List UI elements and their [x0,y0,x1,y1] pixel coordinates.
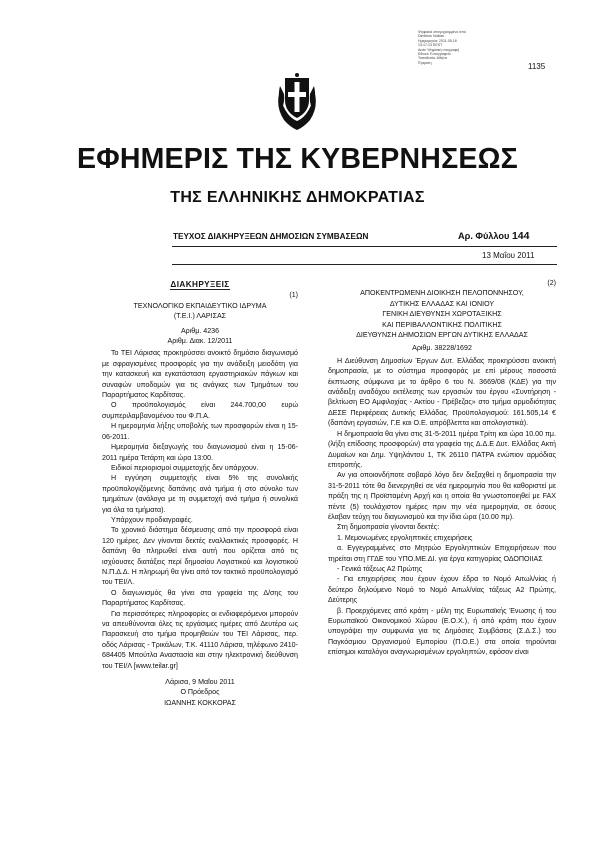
notice-paragraph: - Για επιχειρήσεις που έχουν έχουν έδρα το Νομό Αιτωλ/νίας ή δεύτερο δηλούμενο Νομό το Νομό Αιτωλ/νίας τάξεως Α2 Πρώτης, Δεύτερης [328,575,556,605]
reference-number: Αριθμ. 38228/1692 [412,344,472,353]
notice-paragraph: Για περισσότερες πληροφορίες οι ενδιαφερόμενοι μπορούν να απευθύνονται όλες τις εργάσιμες ημέρες από Δευτέρα ως Παρασκευή στο τμήμα προμηθειών του ΤΕΙ Λάρισας, περ. οδός Λάρισας - Τρικάλων, Τ.Κ. 41110 Λάρισα, τηλέφωνο 2410-684405 Μπούτλα Αναστασία και στην ηλεκτρονική διεύθυνση του ΤΕΙ/Λ [www.teilar.gr] [102,609,298,670]
notice-paragraph: Αν για οποιονδήποτε σοβαρό λόγο δεν διεξαχθεί η δημοπρασία την 31-5-2011 τότε θα διενεργηθεί σε νέα ημερομηνία που θα καθοριστεί με πράξη της η Προϊσταμένη Αρχή και η οποία θα γνωστοποιηθεί με FAX πέντε (5) τουλάχιστον ημέρες πριν την νέα ημερομηνία, σε όσους έλαβαν τεύχη του διαγωνισμού και την ίδια ώρα (10.00 πμ). [328,471,556,521]
section-heading: ΔΙΑΚΗΡΥΞΕΙΣ [170,280,230,289]
notice-paragraph: Ο διαγωνισμός θα γίνει στα γραφεία της Δ/σης του Παραρτήματος Καρδίτσας. [102,588,298,608]
notice-paragraph: α. Εγγεγραμμένες στο Μητρώο Εργοληπτικών Επιχειρήσεων που τηρείται στη ΓΓΔΕ του ΥΠΟ.ΜΕ.ΔΙ. για έργα κατηγορίας ΟΔΟΠΟΙΙΑΣ [328,544,556,563]
notice-paragraph: 1. Μεμονωμένες εργοληπτικές επιχειρήσεις [337,533,473,542]
issue-date: 13 Μαΐου 2011 [482,251,535,260]
reference-number: Αριθμ. 4236 [180,326,220,335]
issuer-name: ΔΙΕΥΘΥΝΣΗ ΔΗΜΟΣΙΩΝ ΕΡΓΩΝ ΔΥΤΙΚΗΣ ΕΛΛΑΔΑΣ [356,331,528,340]
gazette-subtitle: ΤΗΣ ΕΛΛΗΝΙΚΗΣ ΔΗΜΟΚΡΑΤΙΑΣ [170,189,425,206]
greek-coat-of-arms-icon [276,72,318,132]
issuer-name: ΑΠΟΚΕΝΤΡΩΜΕΝΗ ΔΙΟΙΚΗΣΗ ΠΕΛΟΠΟΝΝΗΣΟΥ, [360,289,524,298]
notice-paragraph: Το χρονικό διάστημα δέσμευσης από την προσφορά είναι 120 ημέρες. Δεν γίνονται δεκτές εναλλακτικές προσφορές. Η δαπάνη θα πληρωθεί είναι αυτή που ορίζεται από τις ισχύουσες διατάξεις περί δημοσίου Λογιστικού και λογιστικού Ν.Π.Δ.Δ. Η πληρωμή θα γίνει από τον τακτικό προϋπολογισμό του ΤΕΙ/Λ. [102,526,298,587]
notice-paragraph: Η δημοπρασία θα γίνει στις 31-5-2011 ημέρα Τρίτη και ώρα 10.00 πμ. (λήξη επίδοσης προσφορών) στα γραφεία της Δ.Δ.Ε Δυτ. Ελλάδας Ακτή Δυμαίων και Δημ. Υψηλάντου 1, ΤΚ 26110 ΠΑΤΡΑ ενώπιον αρμόδιας επιτροπής. [328,429,556,469]
notice-paragraph: Η εγγύηση συμμετοχής είναι 5% της συνολικής προϋπολογιζόμενης δαπάνης ανά τμήμα ή στο σύνολο των τμημάτων (ανάλογα με τη συμμετοχή ανά τμήμα ή συνολικά για όλα τα τμήματα). [102,474,298,514]
notice-paragraph: - Γενικά τάξεως Α2 Πρώτης [337,564,423,573]
signer-title: Ο Πρόεδρος [180,688,220,697]
issuer-name: ΓΕΝΙΚΗ ΔΙΕΥΘΥΝΣΗ ΧΩΡΟΤΑΞΙΚΗΣ [382,310,502,319]
notice-marker: (1) [289,291,298,300]
issuer-name: ΔΥΤΙΚΗΣ ΕΛΛΑΔΑΣ ΚΑΙ ΙΟΝΙΟΥ [389,299,495,308]
stamp-line: Αιτία: Ψηφιακή υπογραφή [418,47,460,52]
notice-paragraph: Υπάρχουν προδιαγραφές. [111,515,193,524]
notice-marker: (2) [547,279,556,287]
stamp-line: Εθνικό Τυπογραφείο [418,52,451,57]
digital-signature-stamp [418,30,498,65]
divider [172,264,557,265]
right-column [328,278,556,658]
stamp-line: Dimitrios Noikas [418,34,444,39]
notice-paragraph: Η Διεύθυνση Δημοσίων Έργων Δυτ. Ελλάδας προκηρύσσει ανοικτή δημοπρασία, με το σύστημα προσφοράς με επί μέρους ποσοστά έκπτωσης σύμφωνα με το άρθρο 6 του Ν. 3669/08 (ΚΔΕ) για την ανάδειξη αναδόχου εκτέλεσης των εργασιών του έργου «Συντήρηση - βελτίωση ΕΟ Αμφιλοχίας - Ακτίου - Πρέβεζας» στο τμήμα αρμοδιότητας ΔΕΣΕ Περιφέρειας Δυτικής Ελλάδας. Προϋπολογισμού: 161.505,14 € (δαπάνη εργασιών, Γ.Ε και Ο.Ε. απρόβλεπτα και απολογιστικά). [328,356,556,428]
sheet-number [458,230,529,242]
notice-paragraph: β. Προερχόμενες από κράτη - μέλη της Ευρωπαϊκής Ένωσης ή του Ευρωπαϊκού Οικονομικού Χώρου (Ε.Ο.Χ.), ή από κράτη που έχουν υπογράψει την συμφωνία για τις Δημόσιες Συμβάσεις (Σ.Δ.Σ.) του Παγκόσμιου Οργανισμού Εμπορίου (Π.Ο.Ε.) στα οποία τηρούνται επίσημοι καταλόγοι αναγνωρισμένων εργοληπτών, εφόσον είναι [328,606,556,657]
signer-name: ΙΩΑΝΝΗΣ ΚΟΚΚΟΡΑΣ [164,698,236,707]
sheet-number-value: 144 [511,230,530,242]
notice-paragraph: Ειδικοί περιορισμοί συμμετοχής δεν υπάρχουν. [111,463,259,472]
notice-paragraph: Ημερομηνία διεξαγωγής του διαγωνισμού είναι η 15-06-2011 ημέρα Τετάρτη και ώρα 13:00. [102,443,298,462]
stamp-line: Ψηφιακά υπογεγραμμένο από [418,30,466,34]
page-number: 1135 [528,62,546,71]
reference-number: Αριθμ. Διακ. 12/2011 [167,337,233,346]
divider [172,246,557,247]
issuer-name: ΚΑΙ ΠΕΡΙΒΑΛΛΟΝΤΙΚΗΣ ΠΟΛΙΤΙΚΗΣ [382,320,502,329]
issuer-name: ΤΕΧΝΟΛΟΓΙΚΟ ΕΚΠΑΙΔΕΥΤΙΚΟ ΙΔΡΥΜΑ [133,301,267,310]
issuer-name: (Τ.Ε.Ι.) ΛΑΡΙΣΑΣ [173,312,227,321]
stamp-line: 13:17:13 EEST [418,43,443,48]
notice-paragraph: Ο προϋπολογισμός είναι 244.700,00 ευρώ συμπεριλαμβανομένου του Φ.Π.Α. [102,401,298,420]
stamp-line: Ημερομηνία: 2011.05.16 [418,38,457,43]
sheet-label: Αρ. Φύλλου [458,231,510,241]
notice-paragraph: Το ΤΕΙ Λάρισας προκηρύσσει ανοικτό δημόσιο διαγωνισμό με σφραγισμένες προσφορές για την ανάδειξη μειοδότη για την κατασκευή και εγκατάσταση εργαστηριακών πάγκων και συναφών υποδομών για τις ανάγκες των Τμημάτων του Παραρτήματος Καρδίτσας. [102,349,298,400]
left-column [102,278,298,708]
issue-type: ΤΕΥΧΟΣ ΔΙΑΚΗΡΥΞΕΩΝ ΔΗΜΟΣΙΩΝ ΣΥΜΒΑΣΕΩΝ [173,232,369,241]
notice-paragraph: Η ημερομηνία λήξης υποβολής των προσφορών είναι η 15-06-2011. [102,422,298,441]
notice-paragraph: Στη δημοπρασία γίνονται δεκτές: [337,523,440,532]
stamp-line: Τοποθεσία: Αθήνα [418,56,447,61]
place-date: Λάρισα, 9 Μαΐου 2011 [165,678,235,687]
gazette-title: ΕΦΗΜΕΡΙΣ ΤΗΣ ΚΥΒΕΡΝΗΣΕΩΣ [77,143,518,175]
stamp-line: Έγκριση [418,60,432,65]
